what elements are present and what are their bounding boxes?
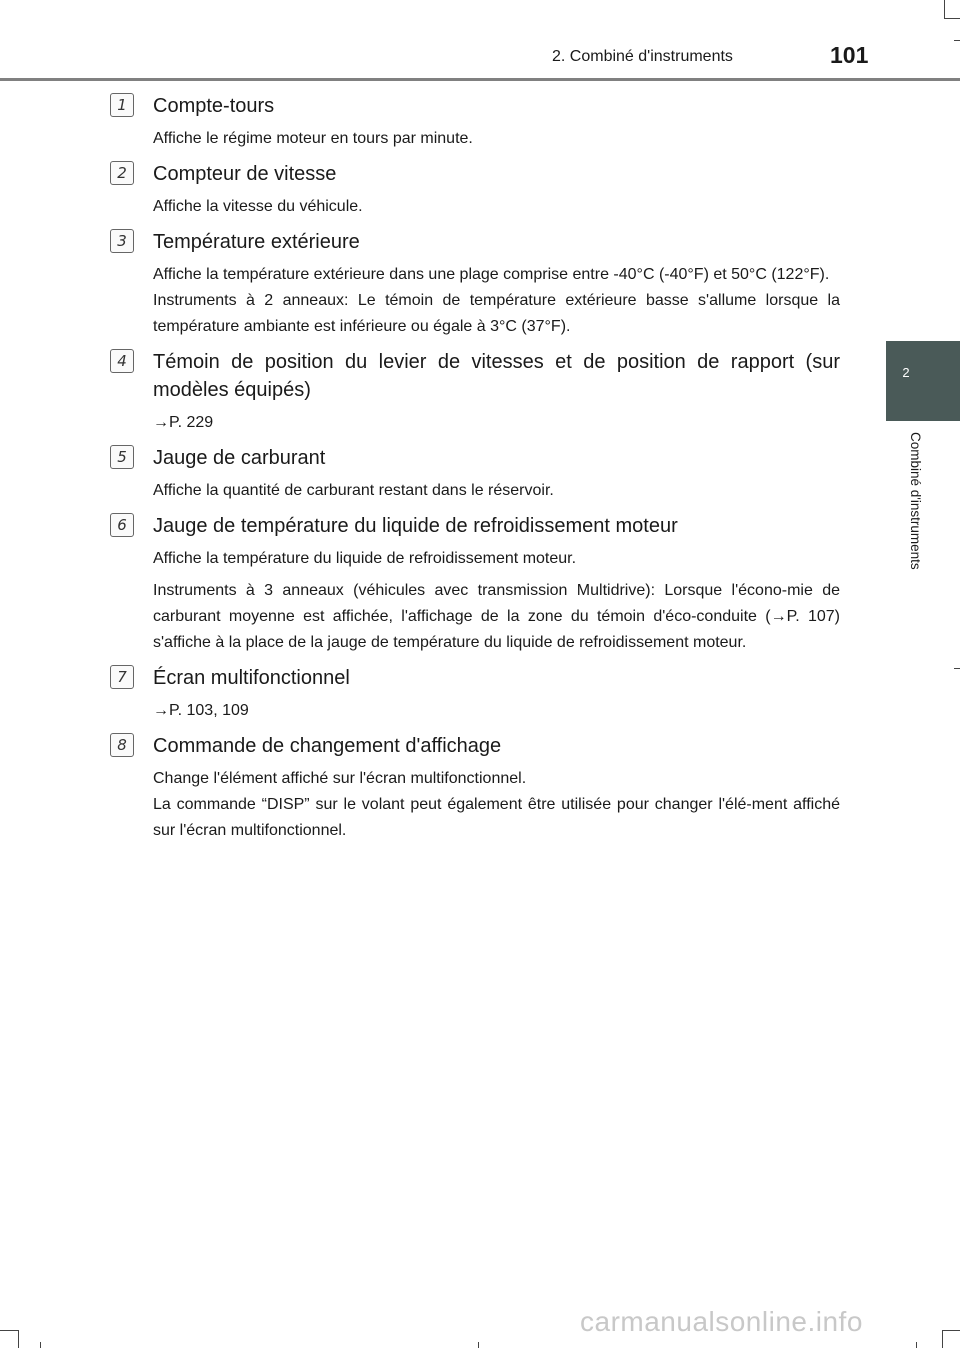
item-number-badge: 1: [110, 93, 134, 117]
crop-mark: [0, 1330, 18, 1331]
item-7: [110, 664, 840, 724]
crop-mark: [954, 40, 960, 41]
item-number-badge: 8: [110, 733, 134, 757]
header-rule: [0, 78, 960, 81]
item-text: Affiche le régime moteur en tours par minute.: [153, 130, 473, 147]
chapter-label: [908, 432, 928, 612]
item-number-badge: 6: [110, 513, 134, 537]
item-text: Instruments à 3 anneaux (véhicules avec transmission Multidrive): Lorsque l'écono-mie de carburant moyenne est affichée, l'affichage de la zone du témoin d'éco-conduite (→P. 107) s'affiche à la place de la jauge de température du liquide de refroidissement moteur.: [153, 582, 840, 651]
item-text: Affiche la vitesse du véhicule.: [153, 198, 363, 215]
page-number: 101: [830, 42, 869, 68]
item-6: [110, 512, 840, 656]
item-title: Écran multifonctionnel: [153, 667, 350, 689]
crop-mark: [944, 0, 945, 18]
chapter-number: 2: [902, 365, 910, 380]
item-5: [110, 444, 840, 504]
item-list: [110, 92, 840, 852]
item-2: [110, 160, 840, 220]
chapter-label-text: Combiné d'instruments: [908, 432, 923, 570]
item-text: Change l'élément affiché sur l'écran multifonctionnel.: [153, 770, 527, 787]
item-text: La commande “DISP” sur le volant peut également être utilisée pour changer l'élé-ment affiché sur l'écran multifonctionnel.: [153, 796, 840, 839]
item-text: Affiche la température extérieure dans une plage comprise entre -40°C (-40°F) et 50°C (122°F).: [153, 266, 830, 283]
item-4: [110, 348, 840, 436]
header-section-title: 2. Combiné d'instruments: [552, 48, 733, 65]
crop-mark: [954, 668, 960, 669]
item-number-badge: 5: [110, 445, 134, 469]
item-number-badge: 4: [110, 349, 134, 373]
item-title: Compte-tours: [153, 95, 275, 117]
crop-mark: [942, 1330, 960, 1331]
item-number-badge: 2: [110, 161, 134, 185]
item-8: [110, 732, 840, 844]
crop-mark: [916, 1342, 917, 1348]
item-title: Témoin de position du levier de vitesses et de position de rapport (sur modèles équipés): [153, 351, 840, 401]
crop-mark: [478, 1342, 479, 1348]
item-text: Affiche la température du liquide de refroidissement moteur.: [153, 550, 577, 567]
item-title: Commande de changement d'affichage: [153, 735, 502, 757]
crop-mark: [40, 1342, 41, 1348]
item-number-badge: 3: [110, 229, 134, 253]
crop-mark: [944, 18, 960, 19]
item-number-badge: 7: [110, 665, 134, 689]
item-1: [110, 92, 840, 152]
item-title: Compteur de vitesse: [153, 163, 337, 185]
item-3: [110, 228, 840, 340]
item-title: Température extérieure: [153, 231, 360, 253]
chapter-tab: [886, 341, 960, 421]
crop-mark: [18, 1330, 19, 1348]
item-text: Instruments à 2 anneaux: Le témoin de température extérieure basse s'allume lorsque la température ambiante est inférieure ou égale à 3°C (37°F).: [153, 292, 840, 335]
item-title: Jauge de température du liquide de refroidissement moteur: [153, 515, 678, 537]
item-text: Affiche la quantité de carburant restant dans le réservoir.: [153, 482, 554, 499]
item-title: Jauge de carburant: [153, 447, 326, 469]
crop-mark: [942, 1330, 943, 1348]
page-reference: →P. 229: [153, 414, 214, 431]
watermark: carmanualsonline.info: [580, 1306, 863, 1337]
page-reference: →P. 103, 109: [153, 702, 249, 719]
